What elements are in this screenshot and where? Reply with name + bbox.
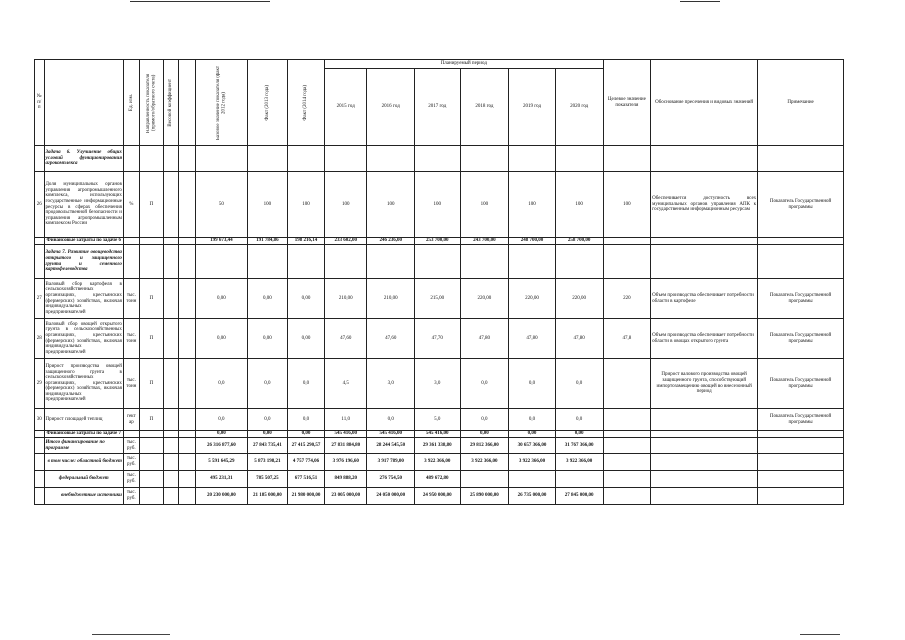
fin-6-row: Финансовые затраты по задаче 6 199 673,44 191 784,86 198 216,14 233 602,00 246 236,00 253 700,00 243 700,00 248 700,00 258 700,00 — [35, 238, 844, 245]
federal-budget-row: федеральный бюджет тыс. руб. 495 231,31 785 507,25 677 516,51 849 888,20 276 754,50 489 672,80 — [35, 471, 844, 488]
bottom-rule-right — [800, 634, 840, 635]
task-7-row — [35, 245, 844, 279]
total-row: Итого финансирование по программе тыс. руб. 26 316 877,60 27 843 735,41 27 415 290,57 27 831 884,80 28 244 545,50 29 361 338,80 29 812 366,00 30 657 366,00 31 767 366,00 — [35, 438, 844, 454]
col-direction: Направленность показателя (прямого/обратного счета) — [139, 60, 163, 146]
table-row-30: 30 Прирост площадей теплиц гект ар П 0,0 0,0 0,0 11,0 0,0 5,0 0,0 0,0 0,0 Показатель Государственной программы — [35, 409, 844, 431]
bottom-rule — [92, 634, 170, 635]
task-6-row — [35, 146, 844, 172]
table-row-26: 26 Доля муниципальных органов управления агропромышленного комплекса, использующих государственные информационные ресурсы в сферах обеспечения продовольственной безопасности и управления агропромышленным комплексом России % П 50 100 100 100 100 100 100 100 100 100 Обеспечивается доступность всех муниципальных органов управления АПК к государственным информационным ресурсам Показатель Государственной программы — [35, 172, 844, 238]
col-year: 2019 год — [509, 69, 556, 146]
col-fact-2013: Факт (2013 года) — [247, 60, 287, 146]
col-justification: Обоснование пресечения и видовых значений — [651, 60, 758, 146]
col-year: 2016 год — [367, 69, 415, 146]
task-6-title: Задача 6. Улучшение общих условий функционирования агрокомплекса — [44, 146, 123, 172]
indicators-table — [34, 59, 844, 505]
col-num: № п/п — [35, 60, 45, 146]
regional-budget-row: в том числе: областной бюджет тыс. руб. 5 591 645,29 5 873 198,21 4 757 774,06 3 976 196,60 3 917 789,00 3 922 366,00 3 922 366,00 3 922 366,00 3 922 366,00 — [35, 454, 844, 471]
col-note: Примечание — [758, 60, 844, 146]
col-blank — [178, 60, 195, 146]
table-row-29: 29 Прирост производства овощей защищенного грунта в сельскохозяйственных организациях, крестьянских (фермерских) хозяйствах, включая индивидуальных предпринимателей тыс. тонн П 0,0 0,0 0,0 4,5 3,0 3,0 0,0 0,0 0,0 Прирост валового производства овощей защищенного грунта, способствующий импортозамещению овощей во внесезонный период Показатель Государственной программы — [35, 359, 844, 409]
fin-7-row: Финансовые затраты по задаче 7 0,00 0,00 0,00 545 416,00 545 416,00 545 416,00 0,00 0,00 0,00 — [35, 431, 844, 438]
col-unit: Ед. изм. — [123, 60, 139, 146]
col-year: 2015 год — [325, 69, 367, 146]
col-fact-2014: Факт (2014 года) — [288, 60, 325, 146]
col-year: 2020 год — [555, 69, 603, 146]
col-base: Базовое значение показателя (факт 2012 года) — [195, 60, 247, 146]
col-weight: Весовой коэффициент — [164, 60, 179, 146]
col-year: 2017 год — [415, 69, 461, 146]
task-7-title: Задача 7. Развитие овощеводства открытого и защищенного грунта и семенного картофелеводства — [44, 245, 123, 279]
col-year: 2018 год — [460, 69, 509, 146]
row-26-name: Доля муниципальных органов управления агропромышленного комплекса, использующих государственные информационные ресурсы в сферах обеспечения продовольственной безопасности и управления агропромышленным комплексом России — [44, 172, 123, 238]
table-row-28: 28 Валовый сбор овощей открытого грунта в сельскохозяйственных организациях, крестьянских (фермерских) хозяйствах, включая индивидуальных предпринимателей тыс. тонн П 0,00 0,00 0,00 47,60 47,60 47,70 47,80 47,80 47,80 47,8 Объем производства обеспечивает потребности области в овощах открытого грунта Показатель Государственной программы — [35, 319, 844, 359]
top-rule-right — [680, 1, 720, 2]
table-row-27: 27 Валовый сбор картофеля в сельскохозяйственных организациях, крестьянских (фермерских) хозяйствах, включая индивидуальных предпринимателей тыс. тонн П 0,00 0,00 0,00 210,00 210,00 215,00 220,00 220,00 220,00 220 Объем производства обеспечивает потребности области в картофеле Показатель Государственной программы — [35, 279, 844, 319]
header-row-1 — [35, 60, 844, 69]
col-name — [44, 60, 123, 146]
col-target: Целевое значение показателя — [603, 60, 651, 146]
col-plan-period: Планируемый период — [325, 60, 603, 69]
top-rule — [130, 1, 270, 2]
extra-budget-row: внебюджетные источники тыс. руб. 20 230 000,00 21 185 000,00 21 980 000,00 23 005 000,00 24 050 000,00 24 950 000,00 25 890 000,00 26 735 000,00 27 845 000,00 — [35, 488, 844, 505]
